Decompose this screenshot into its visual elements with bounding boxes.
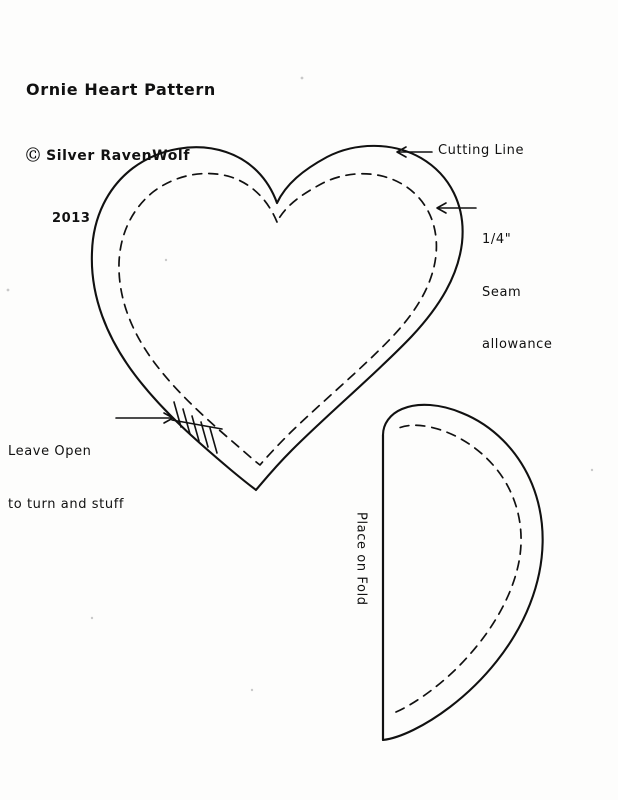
half-heart-seam-line xyxy=(396,425,521,712)
leave-open-line2: to turn and stuff xyxy=(8,496,125,512)
seam-allowance-word2: allowance xyxy=(482,337,553,353)
leave-open-arrow xyxy=(116,413,173,423)
pattern-title: Ornie Heart Pattern xyxy=(26,79,216,99)
half-heart-cutting-line xyxy=(383,405,543,740)
cutting-line-label: Cutting Line xyxy=(438,143,525,158)
leave-open-line1: Leave Open xyxy=(8,444,92,460)
seam-allowance-arrow xyxy=(437,203,476,213)
title-block xyxy=(26,38,216,268)
paper-speck xyxy=(7,289,10,292)
seam-allowance-word1: Seam xyxy=(482,284,522,300)
paper-speck xyxy=(251,689,253,691)
place-on-fold-label: Place on Fold xyxy=(353,512,369,606)
year-line: 2013 xyxy=(52,210,91,226)
paper-speck xyxy=(301,77,304,80)
leave-open-label xyxy=(8,408,124,548)
seam-allowance-measure: 1/4" xyxy=(482,232,512,248)
copyright-line: Ⓒ Silver RavenWolf xyxy=(26,147,191,164)
seam-allowance-label xyxy=(482,196,553,389)
paper-speck xyxy=(91,617,93,619)
paper-speck xyxy=(591,469,593,471)
